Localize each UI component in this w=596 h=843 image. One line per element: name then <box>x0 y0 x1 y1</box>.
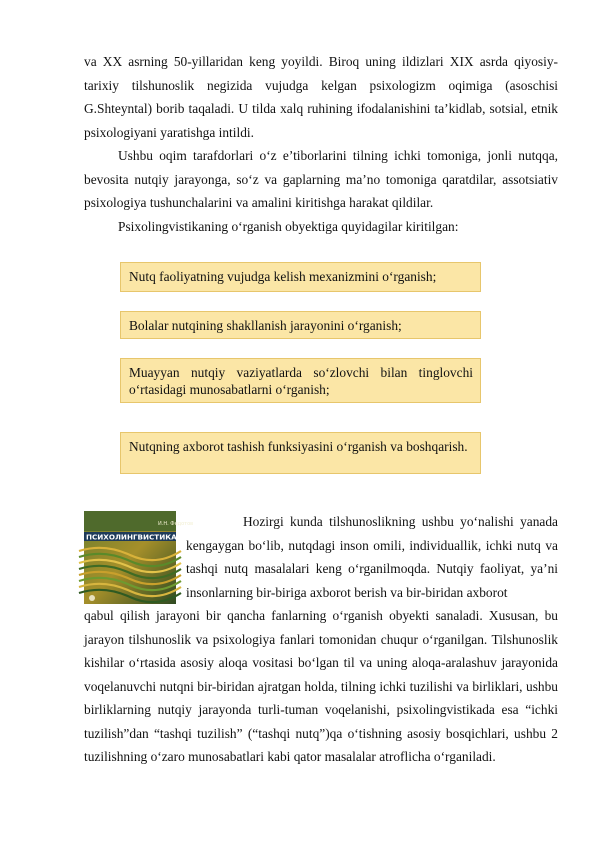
text-block-bottom <box>84 510 558 769</box>
objective-box-2: Bolalar nutqining shakllanish jarayonini o‘rganish; <box>120 311 481 339</box>
objective-box-1: Nutq faoliyatning vujudga kelish mexanizmini o‘rganish; <box>120 262 481 292</box>
objective-box-3: Muayyan nutqiy vaziyatlarda so‘zlovchi bilan tinglovchi o‘rtasidagi munosabatlarni o‘rganish; <box>120 358 481 403</box>
book-author-text: И.Н. Федотов <box>158 521 194 527</box>
objective-box-4: Nutqning axborot tashish funksiyasini o‘rganish va boshqarish. <box>120 432 481 474</box>
paragraph-4-wrapped: Hozirgi kunda tilshunoslikning ushbu yo‘nalishi yanada kengaygan bo‘lib, nutqdagi inson omili, individuallik, ichki nutq va tashqi nutq masalalari keng o‘rganilmoqda. Nutqiy faoliyat, ya’ni insonlarning bir-biriga axborot berish va bir-biridan axborot <box>186 514 558 600</box>
paragraph-2: Ushbu oqim tarafdorlari o‘z e’tiborlarini tilning ichki tomoniga, jonli nutqqa, bevosita nutqiy jarayonga, so‘z va gaplarning ma’no tomoniga qaratdilar, assotsiativ psixologiya tushunchalarini va amalini kiritishga harakat qildilar. <box>84 148 558 210</box>
text-block-top <box>84 50 558 238</box>
paragraph-1: va XX asrning 50-yillaridan keng yoyildi. Biroq uning ildizlari XIX asrda qiyosiy-tarixiy tilshunoslik negizida vujudga kelgan psixologizm oqimiga (asoschisi G.Shteyntal) borib taqaladi. U tilda xalq ruhining ifodalanishini ta’kidlab, sotsial, etnik psixologiyani yaratishga intildi. <box>84 54 558 140</box>
book-title-text: ПСИХОЛИНГВИСТИКА <box>86 532 177 542</box>
paragraph-4-continued: qabul qilish jarayoni bir qancha fanlarning o‘rganish obyekti sanaladi. Xususan, bu jarayon tilshunoslik va psixologiya fanlari tomonidan chuqur o‘rganilgan. Tilshunoslik kishilar o‘rtasida asosiy aloqa vositasi bo‘lgan til va uning aloqa-aralashuv jarayonida voqelanuvchi nutqni bir-biridan ajratgan holda, tilning ichki tuzilishi va birliklari, ushbu birliklarning nutqiy jarayonda turli-tuman voqelanishi, psixolingvistikada esa “ichki tuzilish”dan “tashqi tuzilish” (“tashqi nutq”)qa o‘tishning asosiy bosqichlari, ushbu 2 tuzilishning o‘zaro munosabatlari kabi qator masalalar atroflicha o‘rganiladi. <box>84 608 558 764</box>
paragraph-3: Psixolingvistikaning o‘rganish obyektiga quyidagilar kiritilgan: <box>118 218 459 234</box>
